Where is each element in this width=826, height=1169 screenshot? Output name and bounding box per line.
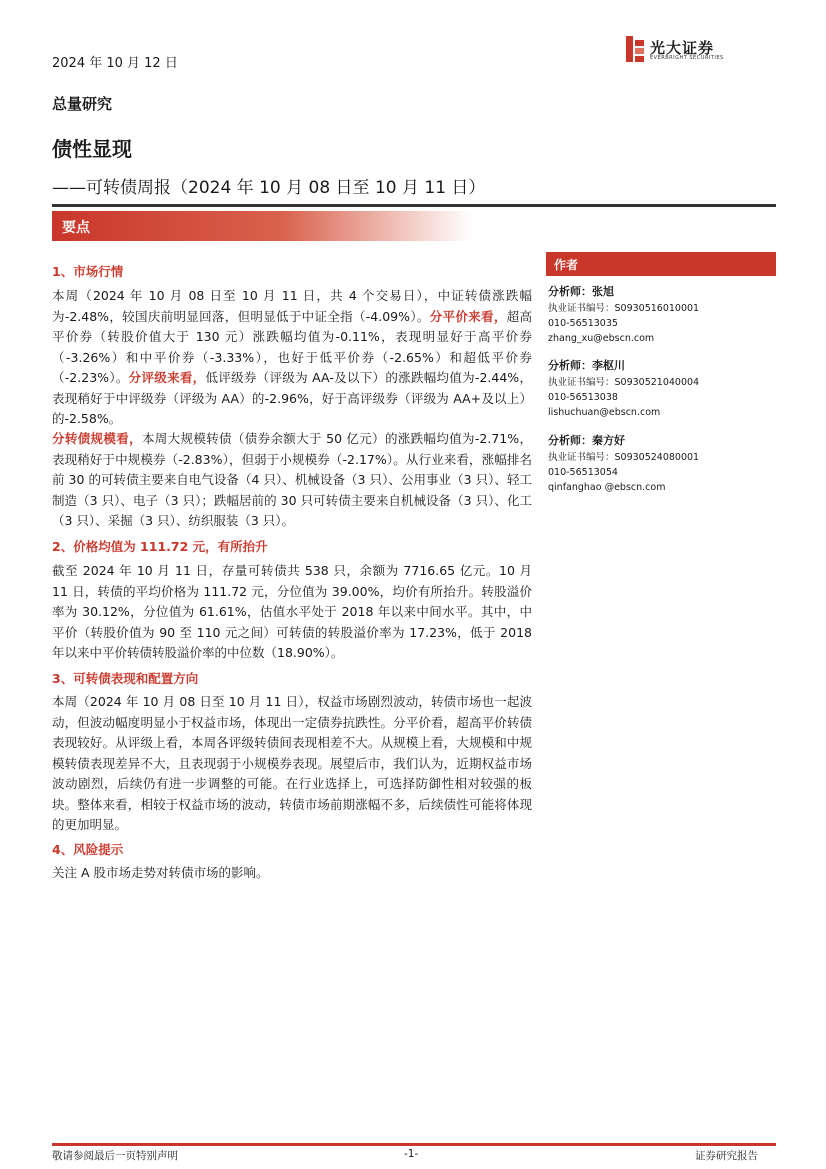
section-1-paragraph-2: 分转债规模看，本周大规模转债（债券余额大于 50 亿元）的涨跌幅均值为-2.71%，表现稍好于中规模券（-2.83%），但弱于小规模券（-2.17%）。从行业来看，涨幅排名前 30 的可转债主要来自电气设备（4 只）、机械设备（3 只）、公用事业（3 只）、轻工制造（3 只）、电子（3 只）；跌幅居前的 30 只可转债主要来自机械设备（3 只）、化工（3 只）、采掘（3 只）、纺织服装（3 只）。 [52, 431, 532, 528]
section-4-paragraph: 关注 A 股市场走势对转债市场的影响。 [52, 865, 269, 880]
author-cert: 执业证书编号：S0930521040004 [548, 377, 700, 388]
author-block [548, 357, 776, 420]
report-category: 总量研究 [52, 95, 113, 113]
author-cert: 执业证书编号：S0930524080001 [548, 452, 700, 463]
report-date: 2024 年 10 月 12 日 [52, 56, 178, 71]
header-divider [52, 204, 776, 207]
author-name: 分析师：秦方好 [548, 434, 625, 447]
section-3-paragraph: 本周（2024 年 10 月 08 日至 10 月 11 日），权益市场剧烈波动，转债市场也一起波动，但波动幅度明显小于权益市场，体现出一定债券抗跌性。分平价看，超高平价转债表现较好。从评级上看，本周各评级转债间表现相差不大。从规模上看，大规模和中规模转债表现差异不大，且表现弱于小规模券表现。展望后市，我们认为，近期权益市场波动剧烈，后续仍有进一步调整的可能。在行业选择上，可选择防御性相对较强的板块。整体来看，相较于权益市场的波动，转债市场前期涨幅不多，后续债性可能将体现的更加明显。 [52, 694, 532, 832]
author-name: 分析师：张旭 [548, 285, 614, 298]
author-email[interactable]: qinfanghao @ebscn.com [548, 482, 666, 493]
section-2-paragraph: 截至 2024 年 10 月 11 日，存量可转债共 538 只，余额为 7716.65 亿元。10 月 11 日，转债的平均价格为 111.72 元，分位值为 39.00%，均价有所抬升。转股溢价率为 30.12%，分位值为 61.61%，估值水平处于 2018 年以来中间水平。其中，中平价（转股价值为 90 至 110 元之间）可转债的转股溢价率为 17.23%，低于 2018 年以来中平价转债转股溢价率的中位数（18.90%）。 [52, 563, 532, 660]
footer-divider [52, 1143, 776, 1146]
highlight-parity: 分平价来看， [429, 308, 507, 324]
section-heading-4: 4、风险提示 [52, 842, 124, 857]
highlight-rating: 分评级来看， [128, 370, 206, 385]
author-phone: 010-56513054 [548, 467, 618, 478]
author-phone: 010-56513035 [548, 318, 618, 329]
highlight-size: 分转债规模看， [52, 431, 142, 446]
logo-subtext: EVERBRIGHT SECURITIES [650, 55, 724, 61]
brand-logo [626, 36, 736, 66]
section-heading-1: 1、市场行情 [52, 264, 124, 279]
section-heading-3: 3、可转债表现和配置方向 [52, 671, 199, 686]
key-points-banner [52, 211, 472, 241]
author-panel-header: 作者 [546, 252, 776, 276]
logo-text: 光大证券 [650, 39, 715, 57]
author-name: 分析师：李枢川 [548, 359, 625, 372]
author-email[interactable]: zhang_xu@ebscn.com [548, 333, 655, 344]
page-number: -1- [404, 1148, 419, 1160]
footer-report-type: 证券研究报告 [695, 1150, 758, 1162]
author-cert: 执业证书编号：S0930516010001 [548, 303, 700, 314]
report-subtitle: ——可转债周报（2024 年 10 月 08 日至 10 月 11 日） [52, 178, 486, 198]
logo-icon [626, 36, 644, 62]
author-block [548, 432, 776, 495]
report-title: 债性显现 [52, 137, 132, 161]
section-heading-2: 2、价格均值为 111.72 元，有所抬升 [52, 539, 268, 554]
banner-label: 要点 [62, 220, 90, 236]
section-1-paragraph-1: 本周（2024 年 10 月 08 日至 10 月 11 日，共 4 个交易日），中证转债涨跌幅为-2.48%，较国庆前明显回落，但明显低于中证全指（-4.09%）。分平价来看，超高平价券（转股价值大于 130 元）涨跌幅均值为-0.11%，表现明显好于高平价券（-3.26%）和中平价券（-3.33%），也好于低平价券（-2.65%）和超低平价券（-2.23%）。分评级来看，低评级券（评级为 AA-及以下）的涨跌幅均值为-2.44%，表现稍好于中评级券（评级为 AA）的-2.96%，好于高评级券（评级为 AA+及以上）的-2.58%。 [52, 288, 532, 426]
author-email[interactable]: lishuchuan@ebscn.com [548, 407, 661, 418]
footer-disclaimer-link[interactable]: 敬请参阅最后一页特别声明 [52, 1150, 178, 1162]
author-phone: 010-56513038 [548, 392, 618, 403]
author-block [548, 283, 776, 346]
